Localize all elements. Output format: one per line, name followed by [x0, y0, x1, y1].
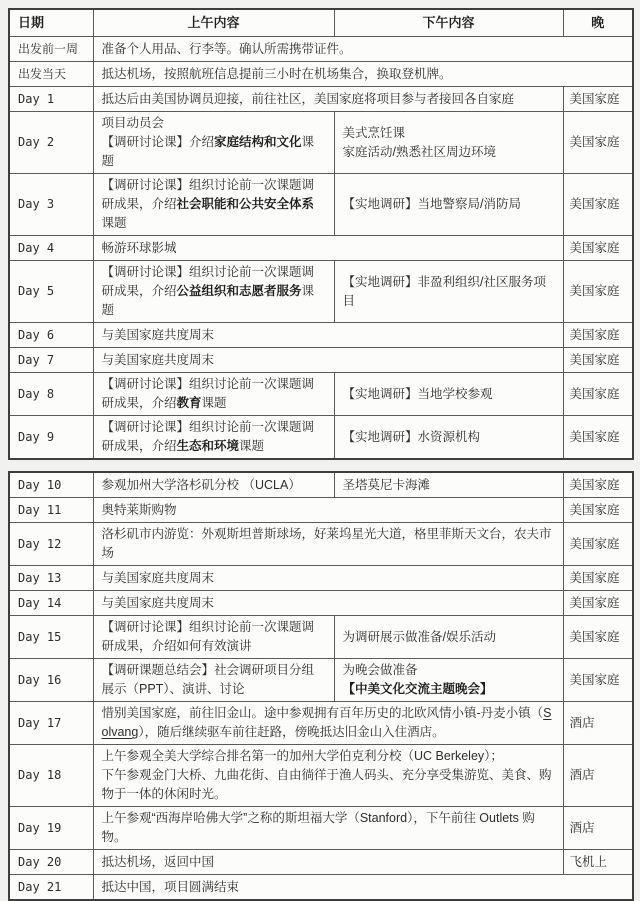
schedule-row	[9, 472, 633, 498]
afternoon-cell	[334, 416, 563, 460]
evening-cell: 美国家庭	[563, 472, 633, 498]
text-run: 【实地调研】水资源机构	[342, 429, 481, 444]
afternoon-cell	[334, 261, 563, 323]
schedule-row	[9, 616, 633, 659]
date-cell: Day 11	[9, 498, 93, 523]
schedule-row	[9, 850, 633, 875]
morning-cell	[93, 472, 334, 498]
morning-cell	[93, 174, 334, 236]
table-section-gap	[8, 460, 632, 471]
text-run: 与美国家庭共度周末	[101, 352, 215, 367]
text-run: 【实地调研】当地学校参观	[342, 386, 493, 401]
text-run: 上午参观全美大学综合排名第一的加州大学伯克利分校（UC Berkeley）；	[101, 749, 503, 763]
day-activity-cell	[93, 323, 563, 348]
schedule-row	[9, 236, 633, 261]
schedule-row	[9, 323, 633, 348]
evening-cell: 酒店	[563, 745, 633, 807]
morning-cell	[93, 261, 334, 323]
schedule-row	[9, 591, 633, 616]
evening-cell: 美国家庭	[563, 87, 633, 112]
date-cell: Day 10	[9, 472, 93, 498]
text-run: 【调研讨论课】介绍	[101, 135, 215, 149]
date-cell: Day 8	[9, 373, 93, 416]
day-activity-cell	[93, 498, 563, 523]
day-activity-cell	[93, 87, 563, 112]
header-afternoon: 下午内容	[334, 9, 563, 37]
topic-emphasis-text: 家庭结构和文化	[214, 135, 302, 149]
evening-cell: 美国家庭	[563, 174, 633, 236]
date-cell: 出发前一周	[9, 37, 93, 62]
full-span-activity-cell	[93, 37, 633, 62]
evening-cell: 美国家庭	[563, 659, 633, 702]
text-run: 美式烹饪课	[342, 125, 406, 140]
schedule-row	[9, 566, 633, 591]
evening-cell: 美国家庭	[563, 112, 633, 174]
date-cell: Day 3	[9, 174, 93, 236]
day-activity-cell	[93, 348, 563, 373]
afternoon-cell	[334, 472, 563, 498]
schedule-row	[9, 807, 633, 850]
schedule-row	[9, 659, 633, 702]
schedule-row	[9, 87, 633, 112]
schedule-row	[9, 112, 633, 174]
text-run: 课题	[101, 135, 315, 168]
date-cell: Day 6	[9, 323, 93, 348]
schedule-row	[9, 348, 633, 373]
date-cell: Day 5	[9, 261, 93, 323]
text-run: 与美国家庭共度周末	[101, 327, 215, 342]
date-cell: Day 13	[9, 566, 93, 591]
date-cell: Day 17	[9, 702, 93, 745]
day-activity-cell	[93, 236, 563, 261]
evening-cell: 美国家庭	[563, 566, 633, 591]
date-cell: Day 7	[9, 348, 93, 373]
schedule-body-top	[9, 37, 633, 460]
header-date: 日期	[9, 9, 93, 37]
text-run: 奥特莱斯购物	[101, 502, 177, 517]
text-run: 抵达后由美国协调员迎接，前往社区，美国家庭将项目参与者接回各自家庭	[101, 91, 515, 106]
date-cell: Day 21	[9, 875, 93, 901]
date-cell: Day 19	[9, 807, 93, 850]
evening-cell: 美国家庭	[563, 348, 633, 373]
text-run: 【实地调研】非盈利组织/社区服务项目	[342, 274, 546, 308]
date-cell: Day 4	[9, 236, 93, 261]
text-run: 【调研讨论课】组织讨论前一次课题调研成果，介绍	[101, 178, 315, 211]
schedule-table-top	[8, 8, 634, 460]
evening-cell: 美国家庭	[563, 236, 633, 261]
day-activity-cell	[93, 745, 563, 807]
schedule-table-bottom	[8, 471, 634, 901]
header-evening: 晚	[563, 9, 633, 37]
text-run: 课题	[239, 439, 265, 453]
text-run: 抵达机场，返回中国	[101, 854, 215, 869]
full-span-activity-cell	[93, 875, 633, 901]
day-activity-cell	[93, 807, 563, 850]
text-run: 圣塔莫尼卡海滩	[342, 477, 431, 492]
topic-emphasis-text: 【中美文化交流主题晚会】	[342, 682, 493, 696]
schedule-row	[9, 745, 633, 807]
day-activity-cell	[93, 566, 563, 591]
morning-cell	[93, 373, 334, 416]
text-run: 项目动员会	[101, 116, 165, 130]
evening-cell: 美国家庭	[563, 373, 633, 416]
evening-cell: 酒店	[563, 807, 633, 850]
morning-cell	[93, 659, 334, 702]
date-cell: Day 16	[9, 659, 93, 702]
afternoon-cell	[334, 112, 563, 174]
evening-cell: 酒店	[563, 702, 633, 745]
date-cell: Day 15	[9, 616, 93, 659]
text-run: 家庭活动/熟悉社区周边环境	[342, 144, 496, 159]
morning-cell	[93, 112, 334, 174]
day-activity-cell	[93, 702, 563, 745]
afternoon-cell	[334, 616, 563, 659]
text-run: 畅游环球影城	[101, 240, 177, 255]
text-run: 【调研讨论课】组织讨论前一次课题调研成果，介绍如何有效演讲	[101, 620, 315, 653]
date-cell: Day 14	[9, 591, 93, 616]
evening-cell: 美国家庭	[563, 261, 633, 323]
text-run: 洛杉矶市内游览：外观斯坦普斯球场，好莱坞星光大道，格里菲斯天文台，农夫市场	[101, 527, 552, 560]
morning-cell	[93, 416, 334, 460]
schedule-body-bottom	[9, 472, 633, 900]
text-run: 课题	[201, 396, 227, 410]
text-run: 抵达中国，项目圆满结束	[101, 879, 240, 894]
text-run: 【调研讨论课】组织讨论前一次课题调研成果，介绍	[101, 420, 315, 453]
evening-cell: 美国家庭	[563, 498, 633, 523]
full-span-activity-cell	[93, 62, 633, 87]
text-run: 课题	[101, 284, 315, 317]
morning-cell	[93, 616, 334, 659]
text-run: 【实地调研】当地警察局/消防局	[342, 197, 521, 211]
schedule-row	[9, 62, 633, 87]
date-cell: Day 12	[9, 523, 93, 566]
text-run: 课题	[101, 216, 127, 230]
evening-cell: 美国家庭	[563, 323, 633, 348]
header-row	[9, 9, 633, 37]
text-run: 【调研讨论课】组织讨论前一次课题调研成果，介绍	[101, 377, 315, 410]
text-run: 抵达机场，按照航班信息提前三小时在机场集合，换取登机牌。	[101, 66, 452, 81]
schedule-row	[9, 373, 633, 416]
date-cell: Day 20	[9, 850, 93, 875]
evening-cell: 美国家庭	[563, 416, 633, 460]
date-cell: 出发当天	[9, 62, 93, 87]
text-run: 参观加州大学洛杉矶分校 （UCLA）	[101, 477, 301, 492]
underlined-text: Solvang	[101, 706, 552, 739]
day-activity-cell	[93, 850, 563, 875]
topic-emphasis-text: 社会职能和公共安全体系	[176, 197, 315, 211]
text-run: ），随后继续驱车前往赶路，傍晚抵达旧金山入住酒店。	[138, 725, 445, 739]
schedule-row	[9, 416, 633, 460]
evening-cell: 美国家庭	[563, 591, 633, 616]
schedule-row	[9, 498, 633, 523]
afternoon-cell	[334, 659, 563, 702]
schedule-row	[9, 523, 633, 566]
text-run: 与美国家庭共度周末	[101, 570, 215, 585]
date-cell: Day 18	[9, 745, 93, 807]
schedule-row	[9, 174, 633, 236]
schedule-row	[9, 37, 633, 62]
text-run: 下午参观金门大桥、九曲花街、自由徜徉于渔人码头、充分享受集游览、美食、购物于一体的休闲时光。	[101, 768, 552, 801]
text-run: 为调研展示做准备/娱乐活动	[342, 629, 496, 644]
text-run: 【调研讨论课】组织讨论前一次课题调研成果，介绍	[101, 265, 315, 298]
text-run: 准备个人用品、行李等。确认所需携带证件。	[101, 41, 352, 56]
topic-emphasis-text: 生态和环境	[176, 439, 240, 453]
topic-emphasis-text: 公益组织和志愿者服务	[176, 284, 302, 298]
header-morning: 上午内容	[93, 9, 334, 37]
day-activity-cell	[93, 523, 563, 566]
afternoon-cell	[334, 174, 563, 236]
topic-emphasis-text: 教育	[176, 396, 202, 410]
date-cell: Day 9	[9, 416, 93, 460]
day-activity-cell	[93, 591, 563, 616]
evening-cell: 美国家庭	[563, 616, 633, 659]
text-run: 惜别美国家庭，前往旧金山。途中参观拥有百年历史的北欧风情小镇-丹麦小镇（	[101, 706, 544, 720]
afternoon-cell	[334, 373, 563, 416]
schedule-row	[9, 875, 633, 901]
schedule-row	[9, 261, 633, 323]
text-run: 上午参观“西海岸哈佛大学”之称的斯坦福大学（Stanford），下午前往 Outlets 购物。	[101, 811, 535, 844]
date-cell: Day 2	[9, 112, 93, 174]
schedule-row	[9, 702, 633, 745]
text-run: 与美国家庭共度周末	[101, 595, 215, 610]
text-run: 为晚会做准备	[342, 663, 418, 677]
date-cell: Day 1	[9, 87, 93, 112]
evening-cell: 美国家庭	[563, 523, 633, 566]
evening-cell: 飞机上	[563, 850, 633, 875]
text-run: 【调研课题总结会】社会调研项目分组展示（PPT）、演讲、讨论	[101, 663, 315, 696]
